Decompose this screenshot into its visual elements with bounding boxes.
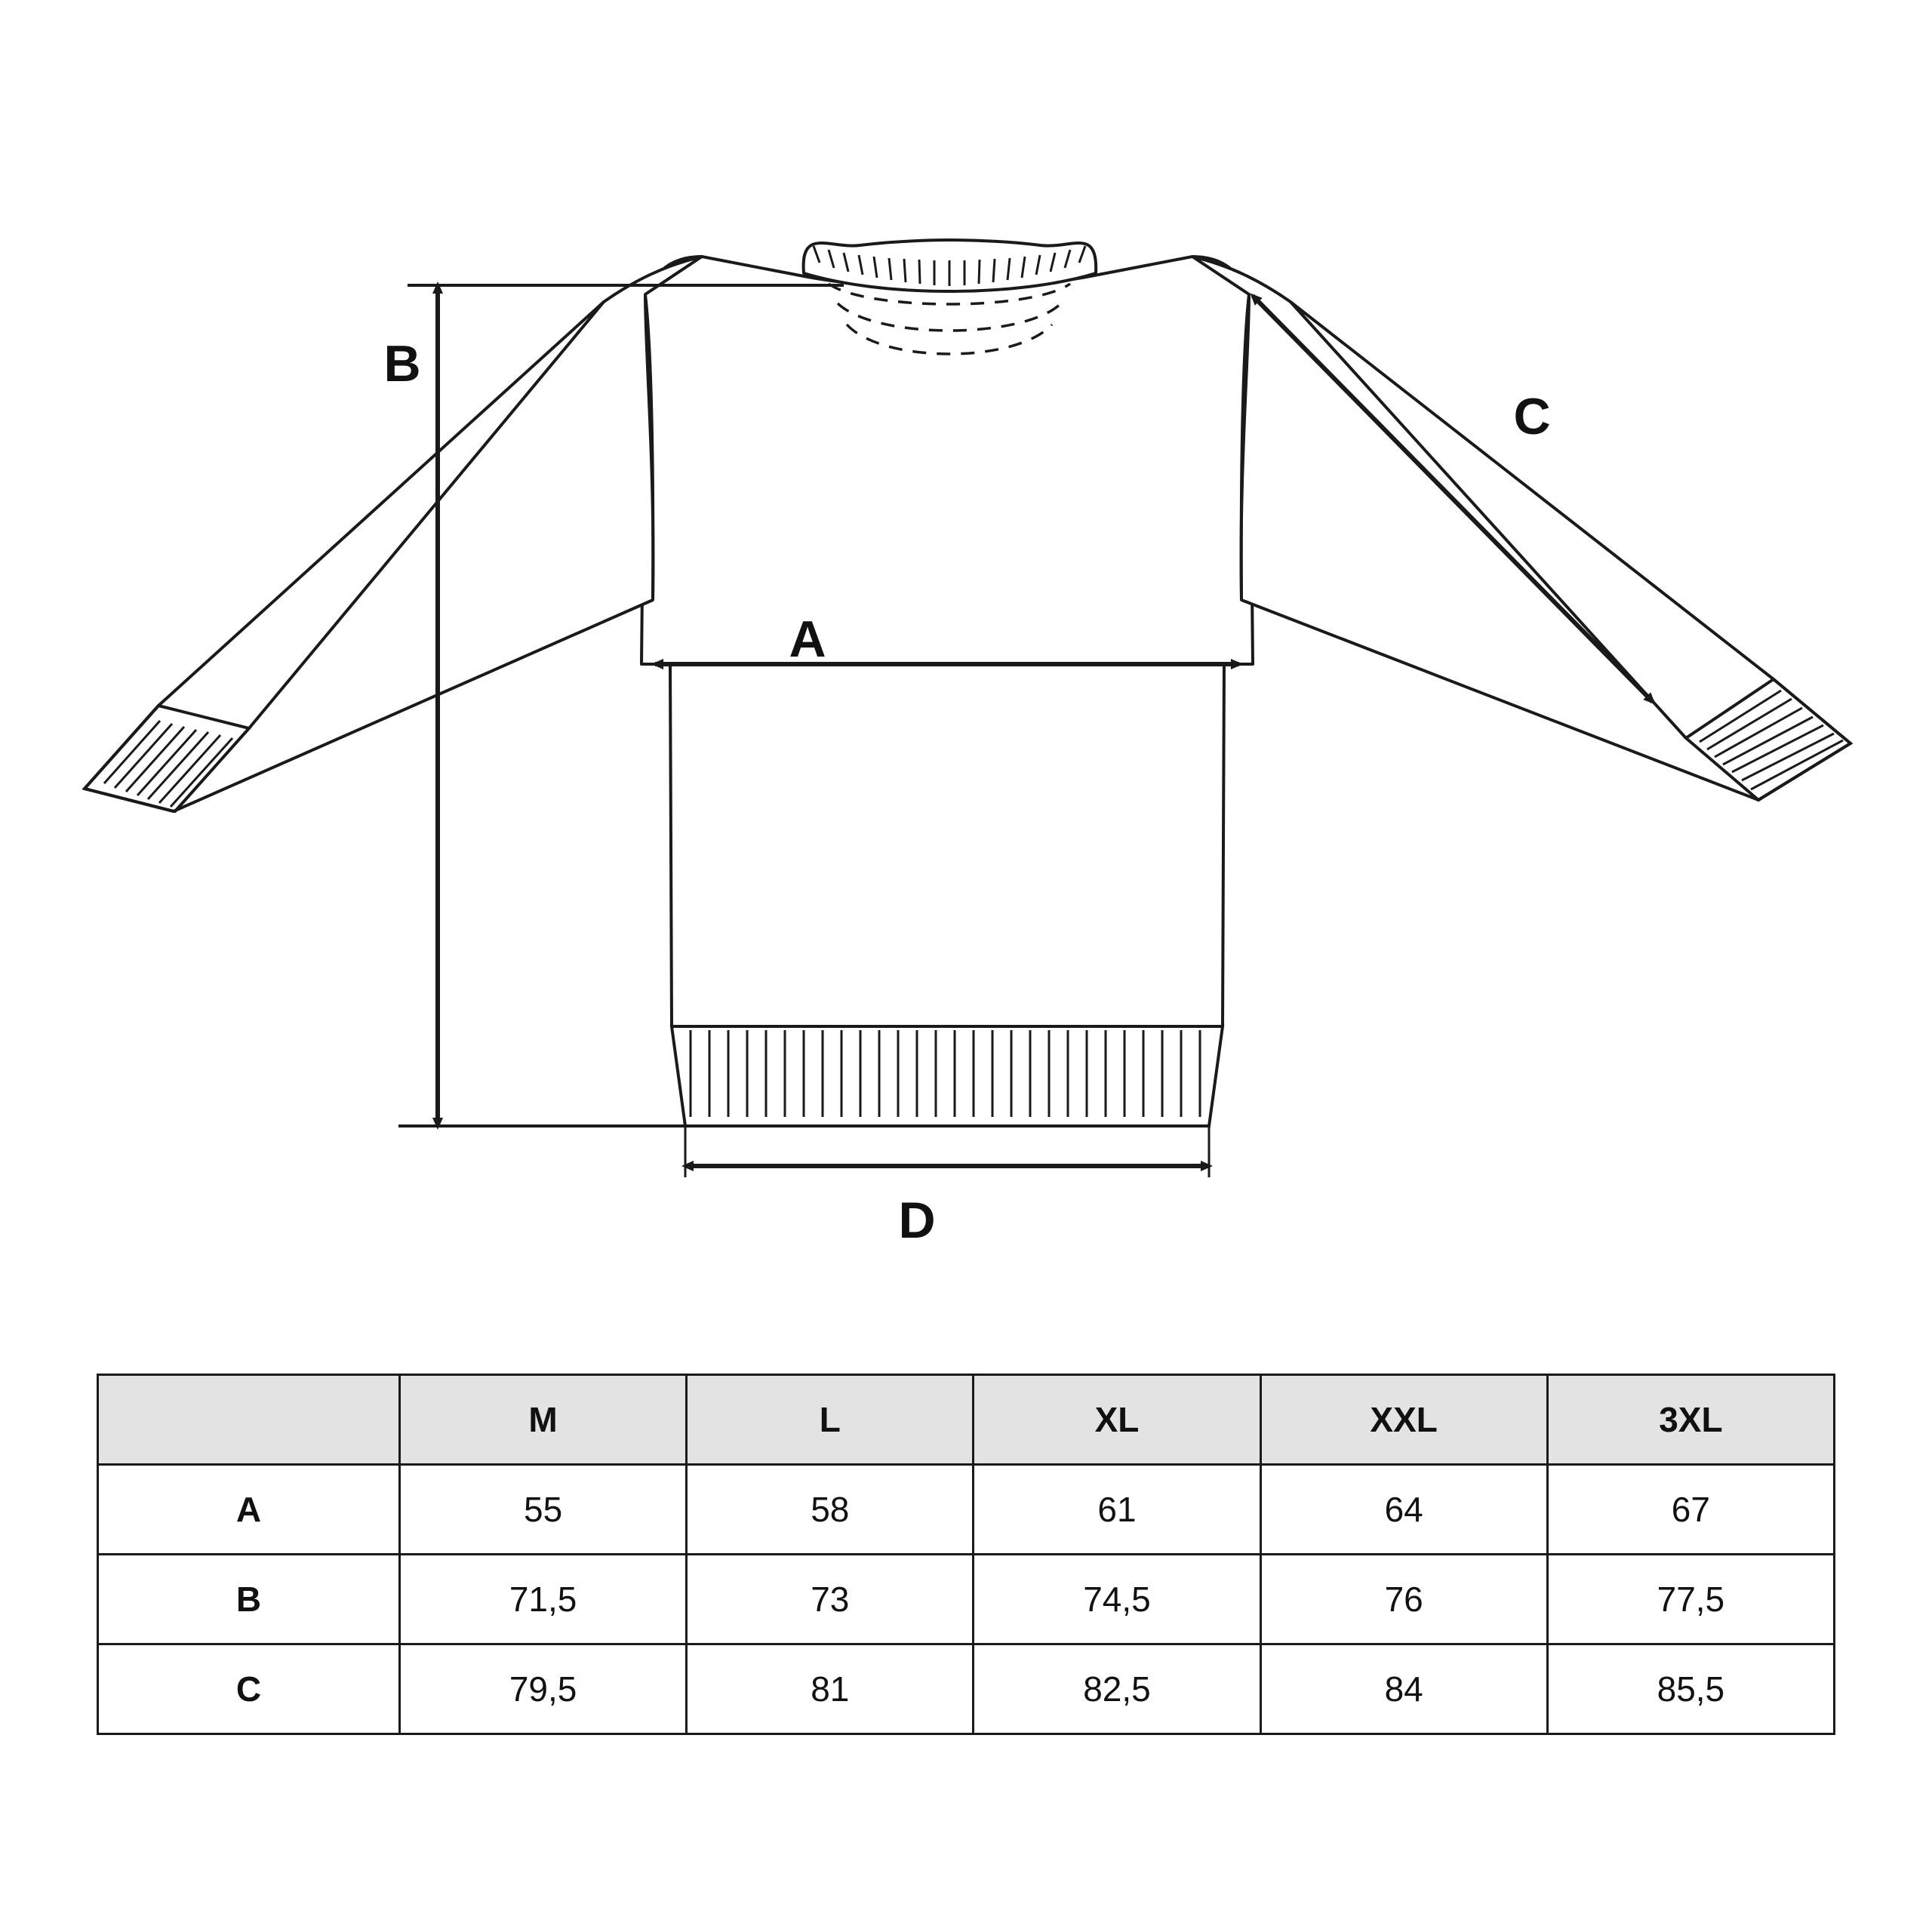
cell-a-m: 55 (400, 1465, 687, 1555)
table-row (98, 1555, 1835, 1644)
row-header-c: C (98, 1644, 400, 1734)
cell-a-3xl: 67 (1547, 1465, 1834, 1555)
label-c: C (1513, 388, 1551, 445)
cell-c-3xl: 85,5 (1547, 1644, 1834, 1734)
hem-band (672, 1026, 1223, 1126)
label-b: B (383, 335, 421, 392)
size-table-container (97, 1374, 1835, 1735)
column-header-xl: XL (974, 1375, 1260, 1465)
cell-b-3xl: 77,5 (1547, 1555, 1834, 1644)
cell-c-l: 81 (687, 1644, 974, 1734)
table-corner-cell (98, 1375, 400, 1465)
table-row (98, 1644, 1835, 1734)
size-chart-table (97, 1374, 1835, 1735)
column-header-3xl: 3XL (1547, 1375, 1834, 1465)
cell-c-m: 79,5 (400, 1644, 687, 1734)
cell-c-xl: 82,5 (974, 1644, 1260, 1734)
column-header-l: L (687, 1375, 974, 1465)
row-header-a: A (98, 1465, 400, 1555)
column-header-m: M (400, 1375, 687, 1465)
column-header-xxl: XXL (1260, 1375, 1547, 1465)
cell-a-l: 58 (687, 1465, 974, 1555)
label-d: D (898, 1192, 936, 1249)
cell-b-xl: 74,5 (974, 1555, 1260, 1644)
table-header-row (98, 1375, 1835, 1465)
cell-b-l: 73 (687, 1555, 974, 1644)
measure-d (685, 1126, 1209, 1249)
table-row (98, 1465, 1835, 1555)
cell-a-xxl: 64 (1260, 1465, 1547, 1555)
cell-b-xxl: 76 (1260, 1555, 1547, 1644)
hem-ribbing (691, 1030, 1200, 1117)
cell-b-m: 71,5 (400, 1555, 687, 1644)
cell-a-xl: 61 (974, 1465, 1260, 1555)
row-header-b: B (98, 1555, 400, 1644)
label-a: A (789, 611, 826, 668)
cell-c-xxl: 84 (1260, 1644, 1547, 1734)
